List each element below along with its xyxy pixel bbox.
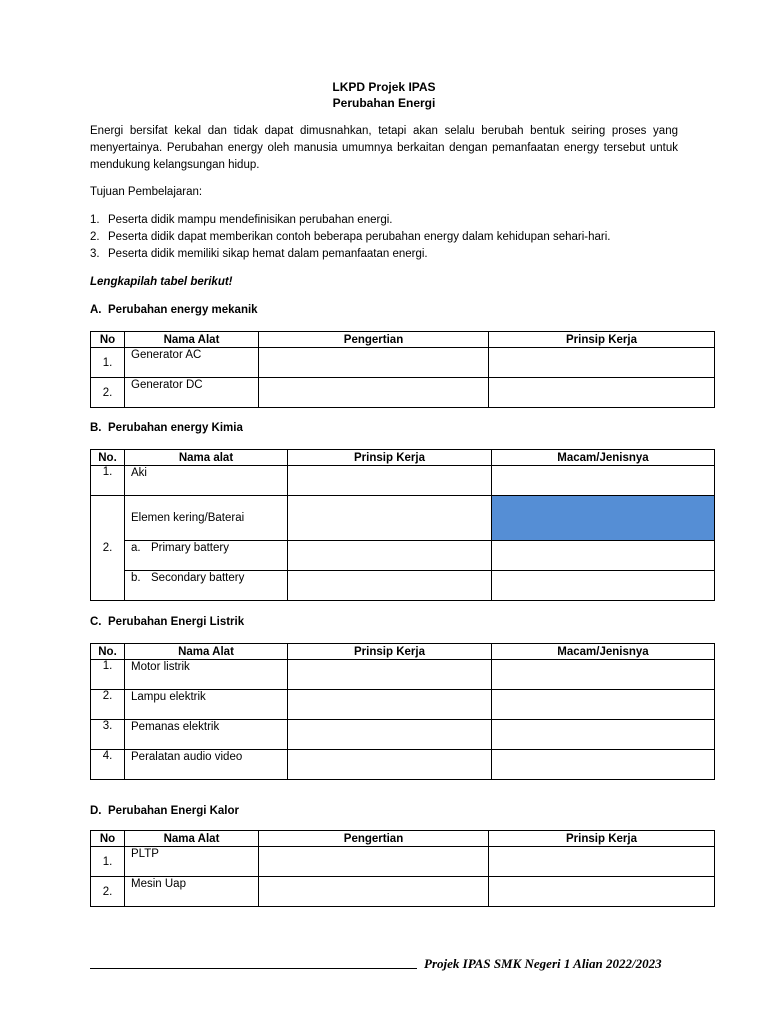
header-cell: No: [91, 831, 125, 847]
principle-cell[interactable]: [288, 541, 492, 571]
table-kimia: [90, 449, 715, 601]
goal-number: 2.: [90, 231, 100, 243]
page-title: LKPD Projek IPAS: [332, 80, 436, 94]
section-title: Perubahan Energi Listrik: [108, 616, 245, 628]
row-number: 1.: [91, 660, 125, 690]
header-cell: Nama Alat: [125, 831, 259, 847]
tool-name: Generator DC: [125, 378, 259, 408]
definition-cell[interactable]: [259, 378, 489, 408]
table-header-row: [91, 332, 715, 348]
header-cell: Nama Alat: [125, 644, 288, 660]
definition-cell[interactable]: [259, 877, 489, 907]
table-row: [91, 750, 715, 780]
row-number: 3.: [91, 720, 125, 750]
row-number: 2.: [91, 690, 125, 720]
header-cell: No.: [91, 450, 125, 466]
tool-name: Aki: [125, 466, 288, 496]
row-number: 2.: [91, 877, 125, 907]
sub-tool: [125, 541, 288, 571]
type-cell[interactable]: [492, 571, 715, 601]
section-letter: B.: [90, 422, 102, 434]
section-a-heading: [90, 304, 258, 316]
header-cell: Nama Alat: [125, 332, 259, 348]
table-row: [91, 348, 715, 378]
table-header-row: [91, 450, 715, 466]
type-cell[interactable]: [492, 720, 715, 750]
definition-cell[interactable]: [259, 847, 489, 877]
table-subrow: [91, 541, 715, 571]
goal-text: Peserta didik mampu mendefinisikan perubahan energi.: [108, 214, 393, 226]
intro-paragraph: Energi bersifat kekal dan tidak dapat dimusnahkan, tetapi akan selalu berubah bentuk seiring proses yang menyertainya. Perubahan energy oleh manusia umumnya berkaitan dengan pemanfaatan energy tersebut untuk mendukung kelangsungan hidup.: [90, 125, 678, 171]
tool-name: Mesin Uap: [125, 877, 259, 907]
row-number: 1.: [91, 466, 125, 496]
goal-item: [90, 231, 611, 243]
header-cell: Macam/Jenisnya: [492, 644, 715, 660]
type-cell[interactable]: [492, 690, 715, 720]
footer-rule: [90, 968, 417, 969]
tool-name: Peralatan audio video: [125, 750, 288, 780]
section-c-heading: [90, 616, 244, 628]
section-title: Perubahan energy mekanik: [108, 304, 258, 316]
header-cell: Prinsip Kerja: [288, 644, 492, 660]
instruction-text: Lengkapilah tabel berikut!: [90, 276, 233, 288]
table-row: [91, 690, 715, 720]
header-cell: No: [91, 332, 125, 348]
tool-name: Lampu elektrik: [125, 690, 288, 720]
table-header-row: [91, 831, 715, 847]
table-row: [91, 496, 715, 541]
section-title: Perubahan energy Kimia: [108, 422, 243, 434]
principle-cell[interactable]: [489, 348, 715, 378]
header-cell: Prinsip Kerja: [489, 332, 715, 348]
header-cell: No.: [91, 644, 125, 660]
sub-index: a.: [131, 542, 141, 554]
principle-cell[interactable]: [288, 720, 492, 750]
goal-text: Peserta didik memiliki sikap hemat dalam pemanfaatan energi.: [108, 248, 428, 260]
section-letter: C.: [90, 616, 102, 628]
type-cell[interactable]: [492, 750, 715, 780]
table-mekanik: [90, 331, 715, 408]
row-number: 1.: [91, 348, 125, 378]
sub-index: b.: [131, 572, 141, 584]
tool-name: Elemen kering/Baterai: [125, 496, 288, 541]
header-cell: Pengertian: [259, 332, 489, 348]
table-kalor: [90, 830, 715, 907]
header-cell: Nama alat: [125, 450, 288, 466]
table-row: [91, 660, 715, 690]
principle-cell[interactable]: [288, 571, 492, 601]
table-subrow: [91, 571, 715, 601]
tool-name: Generator AC: [125, 348, 259, 378]
table-row: [91, 877, 715, 907]
principle-cell[interactable]: [489, 847, 715, 877]
tool-name: PLTP: [125, 847, 259, 877]
sub-tool-name: Primary battery: [151, 542, 229, 554]
row-number: 2.: [91, 378, 125, 408]
table-row: [91, 466, 715, 496]
header-cell: Prinsip Kerja: [288, 450, 492, 466]
principle-cell[interactable]: [288, 660, 492, 690]
goal-number: 3.: [90, 248, 100, 260]
goal-text: Peserta didik dapat memberikan contoh beberapa perubahan energy dalam kehidupan sehari-hari.: [108, 231, 611, 243]
table-header-row: [91, 644, 715, 660]
highlighted-type-cell[interactable]: [492, 496, 715, 541]
section-b-heading: [90, 422, 243, 434]
row-number: 1.: [91, 847, 125, 877]
definition-cell[interactable]: [259, 348, 489, 378]
table-row: [91, 378, 715, 408]
table-listrik: [90, 643, 715, 780]
row-number: 4.: [91, 750, 125, 780]
table-row: [91, 847, 715, 877]
header-cell: Prinsip Kerja: [489, 831, 715, 847]
type-cell[interactable]: [492, 466, 715, 496]
section-title: Perubahan Energi Kalor: [108, 805, 240, 817]
type-cell[interactable]: [492, 541, 715, 571]
goals-heading: Tujuan Pembelajaran:: [90, 186, 203, 198]
principle-cell[interactable]: [288, 690, 492, 720]
sub-tool-name: Secondary battery: [151, 572, 245, 584]
section-d-heading: [90, 805, 239, 817]
footer-text: Projek IPAS SMK Negeri 1 Alian 2022/2023: [424, 956, 662, 971]
type-cell[interactable]: [492, 660, 715, 690]
principle-cell[interactable]: [489, 378, 715, 408]
table-row: [91, 720, 715, 750]
goal-number: 1.: [90, 214, 100, 226]
principle-cell[interactable]: [288, 750, 492, 780]
header-cell: Pengertian: [259, 831, 489, 847]
page-subtitle: Perubahan Energi: [332, 96, 436, 110]
goal-item: [90, 214, 392, 226]
tool-name: Pemanas elektrik: [125, 720, 288, 750]
row-number: 2.: [91, 496, 125, 601]
sub-tool: [125, 571, 288, 601]
section-letter: A.: [90, 304, 102, 316]
header-cell: Macam/Jenisnya: [492, 450, 715, 466]
principle-cell[interactable]: [288, 496, 492, 541]
principle-cell[interactable]: [489, 877, 715, 907]
principle-cell[interactable]: [288, 466, 492, 496]
section-letter: D.: [90, 805, 102, 817]
goal-item: [90, 248, 428, 260]
tool-name: Motor listrik: [125, 660, 288, 690]
